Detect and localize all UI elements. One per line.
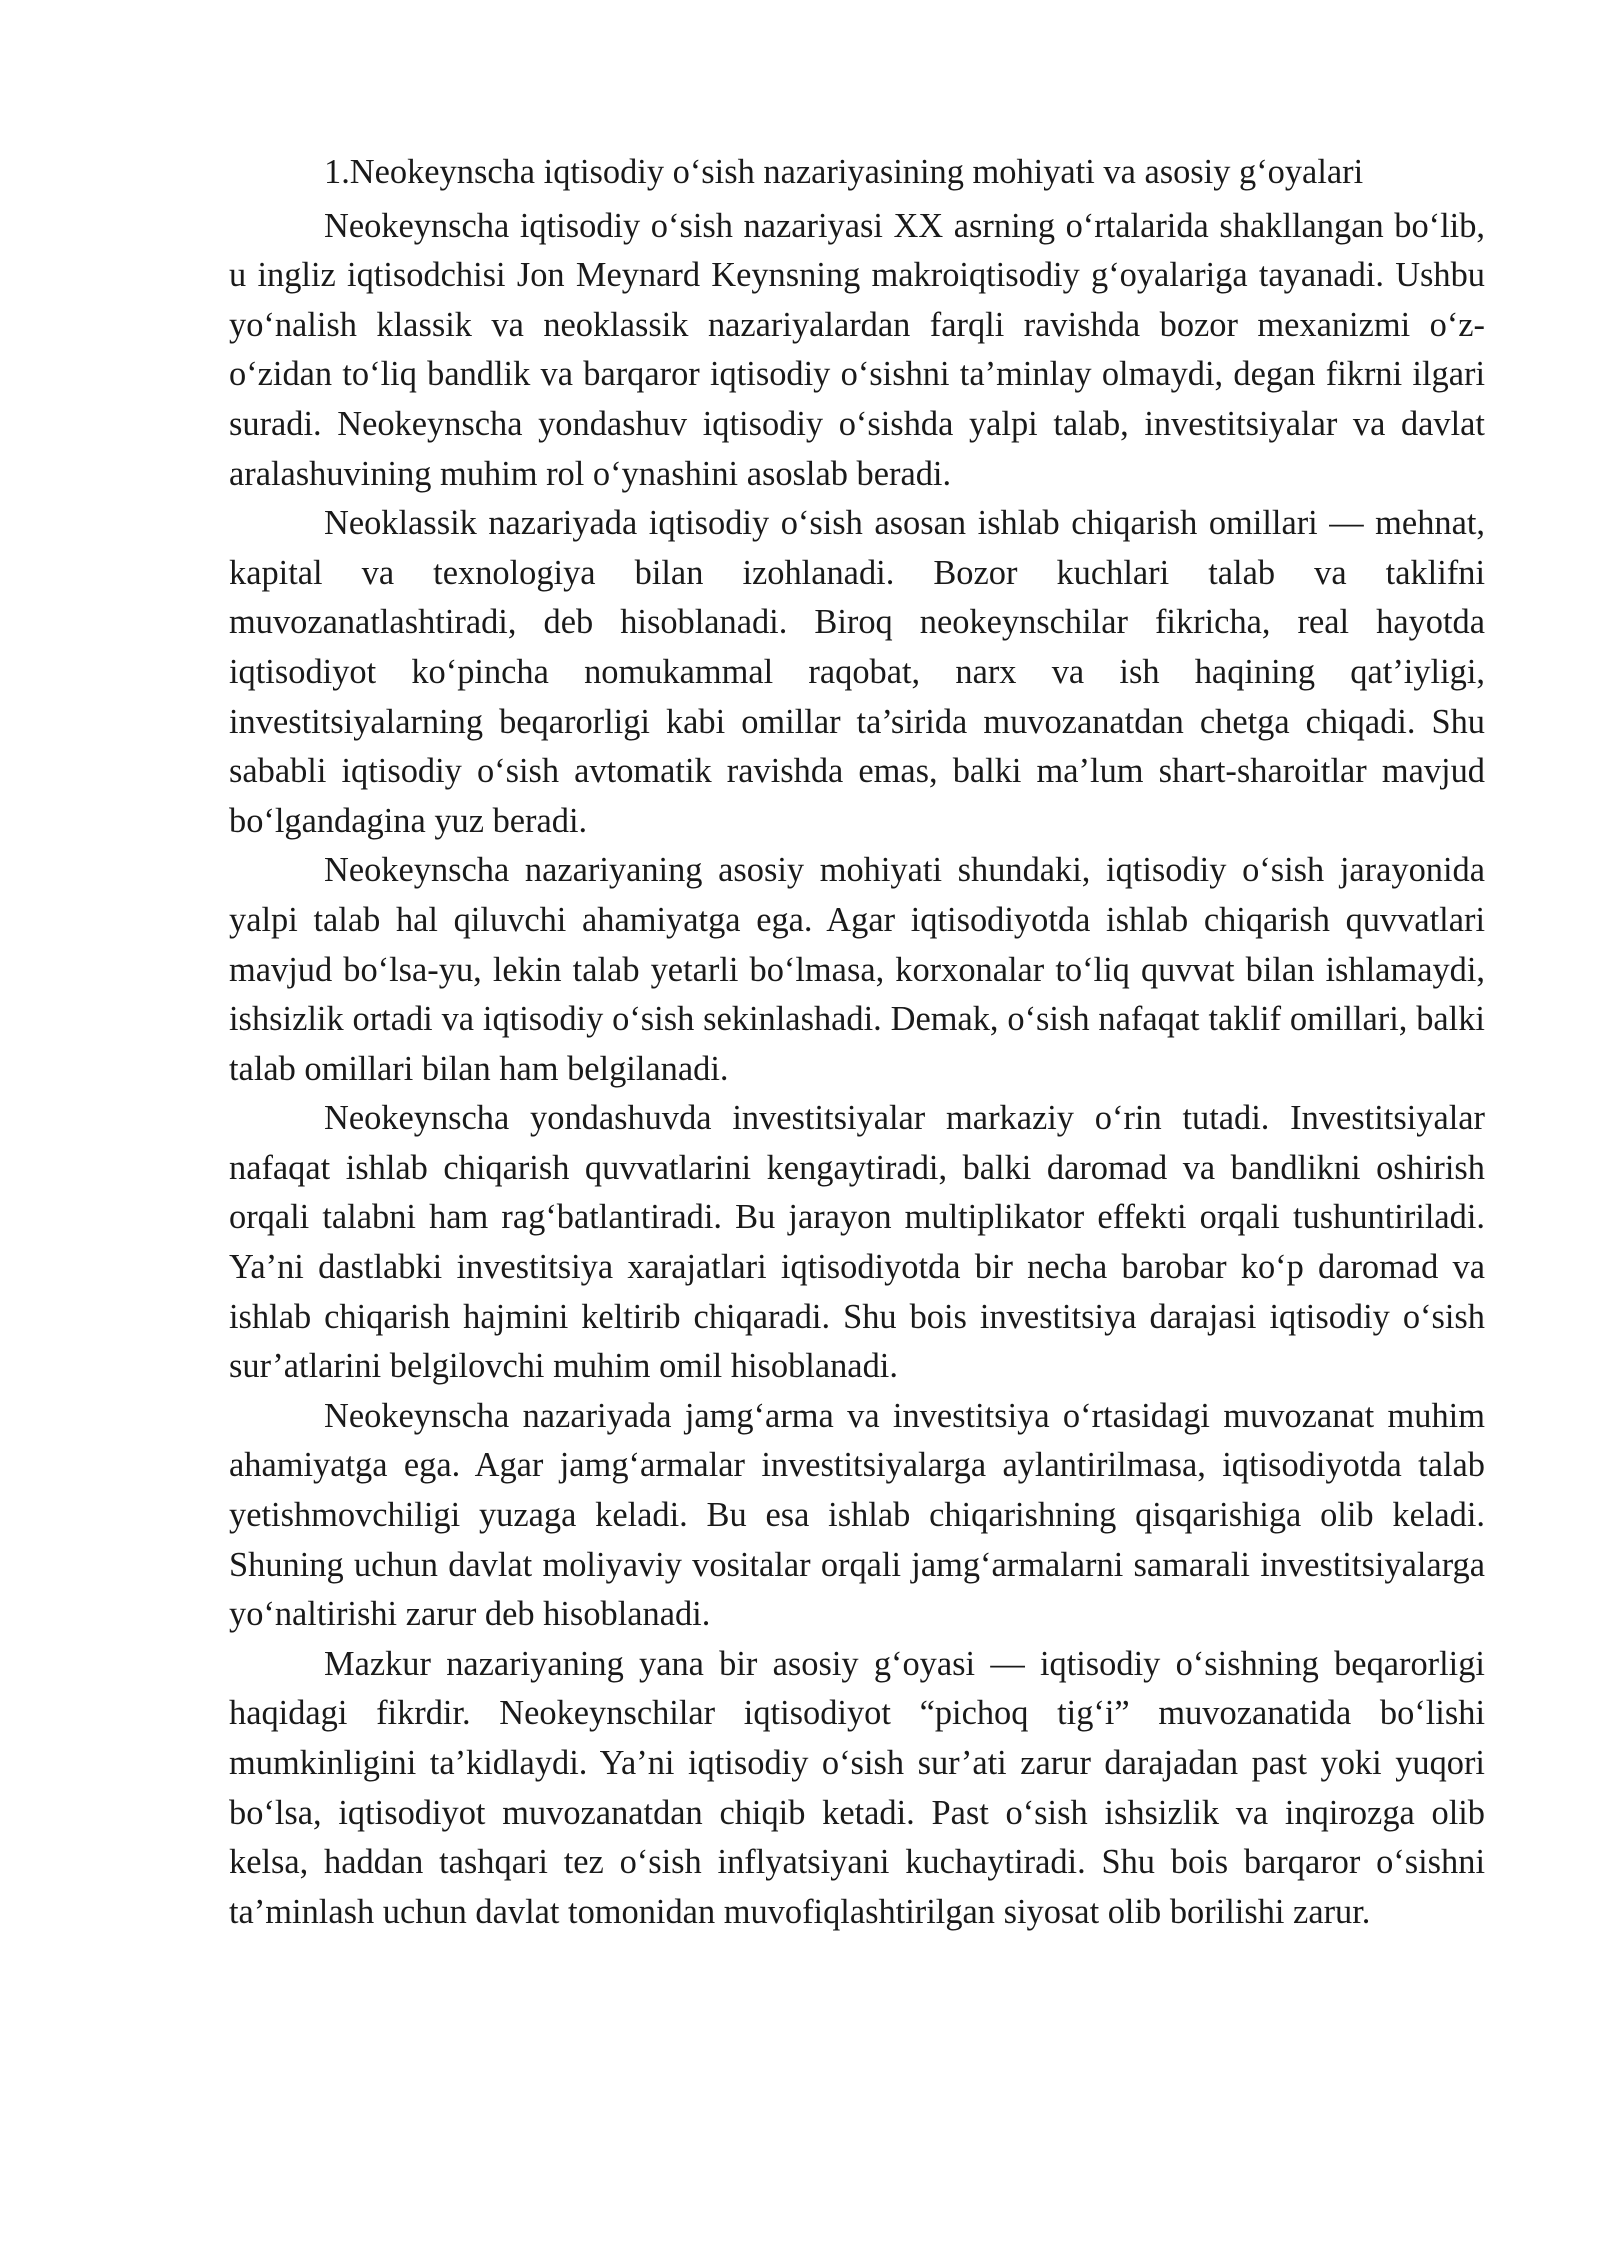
paragraph: Neokeynscha yondashuvda investitsiyalar markaziy o‘rin tutadi. Investitsiyalar nafaqat ishlab chiqarish quvvatlarini kengaytiradi, balki daromad va bandlikni oshirish orqali talabni ham rag‘batlantiradi. Bu jarayon multiplikator effekti orqali tushuntiriladi. Ya’ni dastlabki investitsiya xarajatlari iqtisodiyotda bir necha barobar ko‘p daromad va ishlab chiqarish hajmini keltirib chiqaradi. Shu bois investitsiya darajasi iqtisodiy o‘sish sur’atlarini belgilovchi muhim omil hisoblanadi. [229,1099,1485,1386]
paragraph: Neoklassik nazariyada iqtisodiy o‘sish asosan ishlab chiqarish omillari — mehnat, kapital va texnologiya bilan izohlanadi. Bozor kuchlari talab va taklifni muvozanatlashtiradi, deb hisoblanadi. Biroq neokeynschilar fikricha, real hayotda iqtisodiyot ko‘pincha nomukammal raqobat, narx va ish haqining qat’iyligi, investitsiyalarning beqarorligi kabi omillar ta’sirida muvozanatdan chetga chiqadi. Shu sababli iqtisodiy o‘sish avtomatik ravishda emas, balki ma’lum shart-sharoitlar mavjud bo‘lgandagina yuz beradi. [229,504,1485,840]
paragraph: Mazkur nazariyaning yana bir asosiy g‘oyasi — iqtisodiy o‘sishning beqarorligi haqidagi fikrdir. Neokeynschilar iqtisodiyot “pichoq tig‘i” muvozanatida bo‘lishi mumkinligini ta’kidlaydi. Ya’ni iqtisodiy o‘sish sur’ati zarur darajadan past yoki yuqori bo‘lsa, iqtisodiyot muvozanatdan chiqib ketadi. Past o‘sish ishsizlik va inqirozga olib kelsa, haddan tashqari tez o‘sish inflyatsiyani kuchaytiradi. Shu bois barqaror o‘sishni ta’minlash uchun davlat tomonidan muvofiqlashtirilgan siyosat olib borilishi zarur. [229,1644,1485,1931]
section-heading: 1.Neokeynscha iqtisodiy o‘sish nazariyasining mohiyati va asosiy g‘oyalari [324,153,1364,191]
paragraph: Neokeynscha iqtisodiy o‘sish nazariyasi XX asrning o‘rtalarida shakllangan bo‘lib, u ingliz iqtisodchisi Jon Meynard Keynsning makroiqtisodiy g‘oyalariga tayanadi. Ushbu yo‘nalish klassik va neoklassik nazariyalardan farqli ravishda bozor mexanizmi o‘z-o‘zidan to‘liq bandlik va barqaror iqtisodiy o‘sishni ta’minlay olmaydi, degan fikrni ilgari suradi. Neokeynscha yondashuv iqtisodiy o‘sishda yalpi talab, investitsiyalar va davlat aralashuvining muhim rol o‘ynashini asoslab beradi. [229,206,1485,493]
document-body [229,148,1485,1937]
paragraph: Neokeynscha nazariyaning asosiy mohiyati shundaki, iqtisodiy o‘sish jarayonida yalpi talab hal qiluvchi ahamiyatga ega. Agar iqtisodiyotda ishlab chiqarish quvvatlari mavjud bo‘lsa-yu, lekin talab yetarli bo‘lmasa, korxonalar to‘liq quvvat bilan ishlamaydi, ishsizlik ortadi va iqtisodiy o‘sish sekinlashadi. Demak, o‘sish nafaqat taklif omillari, balki talab omillari bilan ham belgilanadi. [229,851,1485,1088]
paragraph: Neokeynscha nazariyada jamg‘arma va investitsiya o‘rtasidagi muvozanat muhim ahamiyatga ega. Agar jamg‘armalar investitsiyalarga aylantirilmasa, iqtisodiyotda talab yetishmovchiligi yuzaga keladi. Bu esa ishlab chiqarishning qisqarishiga olib keladi. Shuning uchun davlat moliyaviy vositalar orqali jamg‘armalarni samarali investitsiyalarga yo‘naltirishi zarur deb hisoblanadi. [229,1396,1485,1634]
